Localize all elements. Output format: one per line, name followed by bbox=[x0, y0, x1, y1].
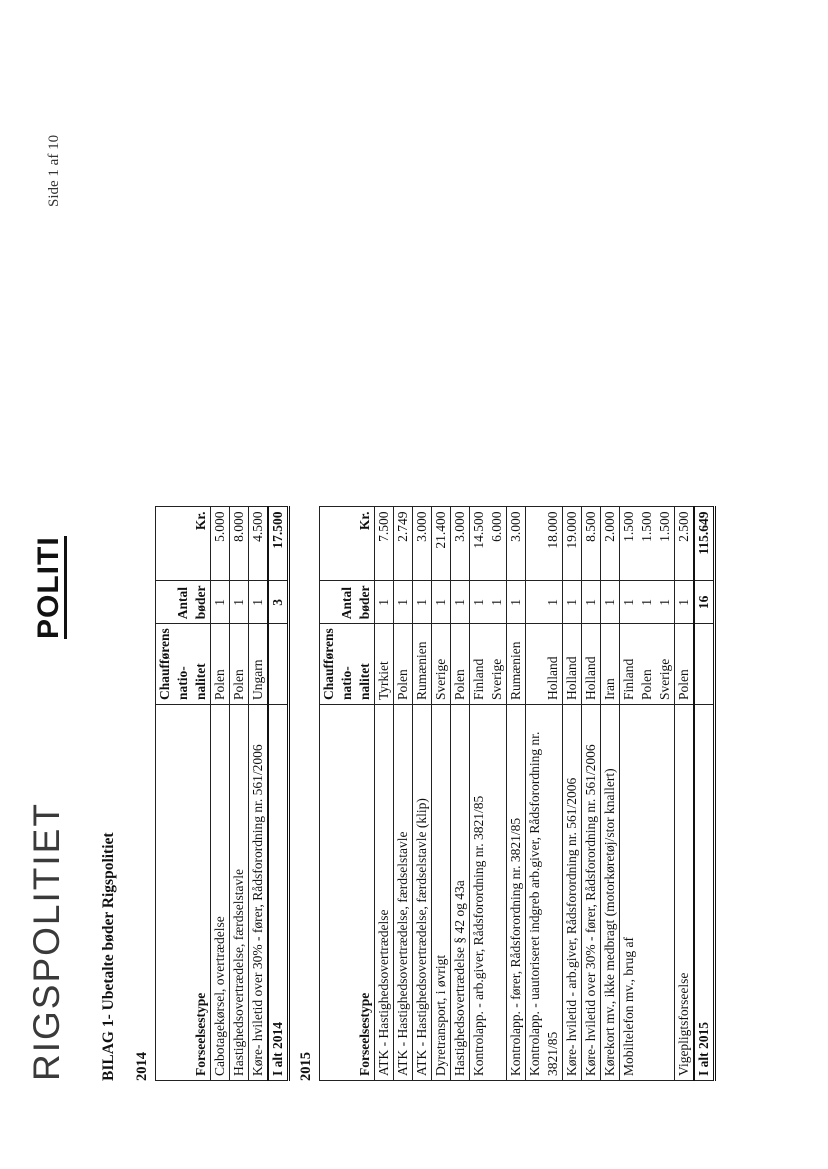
count-value: 1 bbox=[508, 598, 523, 606]
table-row bbox=[375, 507, 394, 1081]
fine-count bbox=[375, 581, 394, 624]
fine-amount bbox=[375, 507, 394, 581]
driver-nationality bbox=[563, 624, 582, 705]
total-amount: 17.500 bbox=[268, 507, 289, 581]
fine-count bbox=[249, 581, 269, 624]
table-row bbox=[230, 507, 249, 1081]
total-row-2014 bbox=[268, 507, 289, 1081]
nationality-value: Tyrkiet bbox=[376, 661, 391, 700]
offense-type: Kontrolapp. - arb.giver, Rådsforordning nr. 3821/85 bbox=[470, 705, 507, 1081]
nationality-value: Polen bbox=[452, 669, 467, 700]
driver-nationality bbox=[230, 624, 249, 705]
count-value: 1 bbox=[639, 598, 654, 606]
nationality-value: Polen bbox=[639, 669, 654, 700]
nationality-value: Polen bbox=[676, 669, 691, 700]
nationality-value: Sverige bbox=[657, 658, 672, 700]
fine-count bbox=[601, 581, 620, 624]
offense-type: Køre- hviletid over 30% - fører, Rådsforordning nr. 561/2006 bbox=[582, 705, 601, 1081]
amount-value: 6.000 bbox=[489, 511, 504, 542]
amount-value: 2.000 bbox=[602, 511, 617, 542]
driver-nationality bbox=[413, 624, 432, 705]
amount-value: 18.000 bbox=[545, 511, 560, 549]
driver-nationality bbox=[620, 624, 675, 705]
fine-amount bbox=[507, 507, 526, 581]
count-value: 1 bbox=[433, 598, 448, 606]
count-value: 1 bbox=[231, 598, 246, 606]
total-label: I alt 2014 bbox=[268, 705, 289, 1081]
driver-nationality bbox=[432, 624, 451, 705]
year-2014-label: 2014 bbox=[134, 1052, 150, 1081]
driver-nationality bbox=[601, 624, 620, 705]
amount-value: 3.000 bbox=[508, 511, 523, 542]
fine-count bbox=[526, 581, 563, 624]
driver-nationality bbox=[375, 624, 394, 705]
driver-nationality bbox=[582, 624, 601, 705]
document-heading: BILAG 1- Ubetalte bøder Rigspolitiet bbox=[100, 832, 117, 1081]
fine-count bbox=[432, 581, 451, 624]
politi-logo: POLITI bbox=[32, 536, 65, 639]
nationality-value: Polen bbox=[231, 669, 246, 700]
fine-amount bbox=[432, 507, 451, 581]
fine-count bbox=[413, 581, 432, 624]
col-header-nationality: Chaufførens natio- nalitet bbox=[320, 624, 375, 705]
page-number: Side 1 af 10 bbox=[46, 134, 62, 207]
fine-count bbox=[211, 581, 230, 624]
driver-nationality bbox=[507, 624, 526, 705]
col-header-type: Forseelsestype bbox=[156, 705, 211, 1081]
count-value: 1 bbox=[583, 598, 598, 606]
offense-type: Hastighedsovertrædelse, færdselstavle bbox=[230, 705, 249, 1081]
amount-value: 8.500 bbox=[583, 511, 598, 542]
amount-value: 1.500 bbox=[657, 511, 672, 542]
table-row bbox=[394, 507, 413, 1081]
fine-amount bbox=[230, 507, 249, 581]
offense-type: ATK - Hastighedsovertrædelse, færdselstavle bbox=[394, 705, 413, 1081]
fine-amount bbox=[582, 507, 601, 581]
fine-amount bbox=[470, 507, 507, 581]
fine-amount bbox=[620, 507, 675, 581]
amount-value: 19.000 bbox=[564, 511, 579, 549]
driver-nationality bbox=[211, 624, 230, 705]
amount-value: 8.000 bbox=[231, 511, 246, 542]
nationality-value: Finland bbox=[471, 658, 486, 700]
driver-nationality bbox=[526, 624, 563, 705]
nationality-value: Holland bbox=[583, 656, 598, 700]
fine-amount bbox=[601, 507, 620, 581]
fine-count bbox=[563, 581, 582, 624]
amount-value: 4.500 bbox=[250, 511, 265, 542]
fine-count bbox=[451, 581, 470, 624]
offense-type: Hastighedsovertrædelse § 42 og 43a bbox=[451, 705, 470, 1081]
amount-value: 3.000 bbox=[414, 511, 429, 542]
total-row-2015 bbox=[694, 507, 715, 1081]
fine-count bbox=[582, 581, 601, 624]
count-value: 1 bbox=[621, 598, 636, 606]
amount-value: 3.000 bbox=[452, 511, 467, 542]
fine-count bbox=[620, 581, 675, 624]
fine-count bbox=[394, 581, 413, 624]
total-label: I alt 2015 bbox=[694, 705, 715, 1081]
offense-type: ATK - Hastighedsovertrædelse, færdselstavle (klip) bbox=[413, 705, 432, 1081]
table-row bbox=[620, 507, 675, 1081]
total-count: 3 bbox=[268, 581, 289, 624]
col-header-nationality: Chaufførens natio- nalitet bbox=[156, 624, 211, 705]
table-row bbox=[432, 507, 451, 1081]
col-header-type: Forseelsestype bbox=[320, 705, 375, 1081]
fine-count bbox=[230, 581, 249, 624]
count-value: 1 bbox=[395, 598, 410, 606]
nationality-value: Ungarn bbox=[250, 659, 265, 700]
offense-type: Dyretransport, i øvrigt bbox=[432, 705, 451, 1081]
table-row bbox=[413, 507, 432, 1081]
count-value: 1 bbox=[452, 598, 467, 606]
nationality-value: Sverige bbox=[433, 658, 448, 700]
offense-type: Vigepligtsforseelse bbox=[675, 705, 695, 1081]
table-row bbox=[582, 507, 601, 1081]
fine-amount bbox=[563, 507, 582, 581]
col-header-amount: Kr. bbox=[320, 507, 375, 581]
table-header-row bbox=[156, 507, 211, 1081]
nationality-value: Polen bbox=[212, 669, 227, 700]
offense-type: Kørekort mv., ikke medbragt (motorkøretøj/stor knallert) bbox=[601, 705, 620, 1081]
table-row bbox=[249, 507, 269, 1081]
count-value: 1 bbox=[545, 598, 560, 606]
fine-amount bbox=[451, 507, 470, 581]
offense-type: Køre- hviletid - arb.giver, Rådsforordning nr. 561/2006 bbox=[563, 705, 582, 1081]
total-nationality bbox=[268, 624, 289, 705]
count-value: 1 bbox=[657, 598, 672, 606]
count-value: 1 bbox=[250, 598, 265, 606]
total-amount: 115.649 bbox=[694, 507, 715, 581]
offense-type: Køre- hviletid over 30% - fører, Rådsforordning nr. 561/2006 bbox=[249, 705, 269, 1081]
offense-type: ATK - Hastighedsovertrædelse bbox=[375, 705, 394, 1081]
fine-amount bbox=[526, 507, 563, 581]
count-value: 1 bbox=[376, 598, 391, 606]
amount-value: 7.500 bbox=[376, 511, 391, 542]
count-value: 1 bbox=[414, 598, 429, 606]
fine-amount bbox=[413, 507, 432, 581]
offense-type: Cabotagekørsel, overtrædelse bbox=[211, 705, 230, 1081]
nationality-value: Iran bbox=[602, 678, 617, 700]
amount-value: 2.500 bbox=[676, 511, 691, 542]
year-2015-label: 2015 bbox=[298, 1052, 314, 1081]
amount-value: 5.000 bbox=[212, 511, 227, 542]
fine-count bbox=[470, 581, 507, 624]
brand-wordmark: RIGSPOLITIET bbox=[26, 802, 67, 1081]
count-value: 1 bbox=[602, 598, 617, 606]
col-header-count: Antal bøder bbox=[156, 581, 211, 624]
fine-amount bbox=[675, 507, 695, 581]
nationality-value: Holland bbox=[545, 656, 560, 700]
count-value: 1 bbox=[471, 598, 486, 606]
col-header-amount: Kr. bbox=[156, 507, 211, 581]
table-row bbox=[451, 507, 470, 1081]
driver-nationality bbox=[394, 624, 413, 705]
col-header-count: Antal bøder bbox=[320, 581, 375, 624]
nationality-value: Sverige bbox=[489, 658, 504, 700]
fines-table-2014 bbox=[155, 506, 290, 1081]
offense-type: Mobiltelefon mv., brug af bbox=[620, 705, 675, 1081]
total-nationality bbox=[694, 624, 715, 705]
nationality-value: Holland bbox=[564, 656, 579, 700]
nationality-value: Polen bbox=[395, 669, 410, 700]
fines-table-2015 bbox=[319, 506, 716, 1081]
table-row bbox=[507, 507, 526, 1081]
driver-nationality bbox=[675, 624, 695, 705]
count-value: 1 bbox=[564, 598, 579, 606]
nationality-value: Finland bbox=[621, 658, 636, 700]
total-count: 16 bbox=[694, 581, 715, 624]
fine-amount bbox=[394, 507, 413, 581]
nationality-value: Rumænien bbox=[508, 641, 523, 700]
fine-count bbox=[675, 581, 695, 624]
table-row bbox=[470, 507, 507, 1081]
amount-value: 2.749 bbox=[395, 511, 410, 542]
table-row bbox=[675, 507, 695, 1081]
amount-value: 1.500 bbox=[621, 511, 636, 542]
count-value: 1 bbox=[676, 598, 691, 606]
count-value: 1 bbox=[212, 598, 227, 606]
offense-type: Kontrolapp. - uautoriseret indgreb arb.giver, Rådsforordning nr. 3821/85 bbox=[526, 705, 563, 1081]
amount-value: 1.500 bbox=[639, 511, 654, 542]
fine-amount bbox=[211, 507, 230, 581]
fine-amount bbox=[249, 507, 269, 581]
driver-nationality bbox=[249, 624, 269, 705]
amount-value: 21.400 bbox=[433, 511, 448, 549]
table-row bbox=[601, 507, 620, 1081]
amount-value: 14.500 bbox=[471, 511, 486, 549]
driver-nationality bbox=[451, 624, 470, 705]
offense-type: Kontrolapp. - fører, Rådsforordning nr. 3821/85 bbox=[507, 705, 526, 1081]
fine-count bbox=[507, 581, 526, 624]
table-header-row bbox=[320, 507, 375, 1081]
table-row bbox=[211, 507, 230, 1081]
table-row bbox=[563, 507, 582, 1081]
driver-nationality bbox=[470, 624, 507, 705]
table-row bbox=[526, 507, 563, 1081]
nationality-value: Rumænien bbox=[414, 641, 429, 700]
count-value: 1 bbox=[489, 598, 504, 606]
